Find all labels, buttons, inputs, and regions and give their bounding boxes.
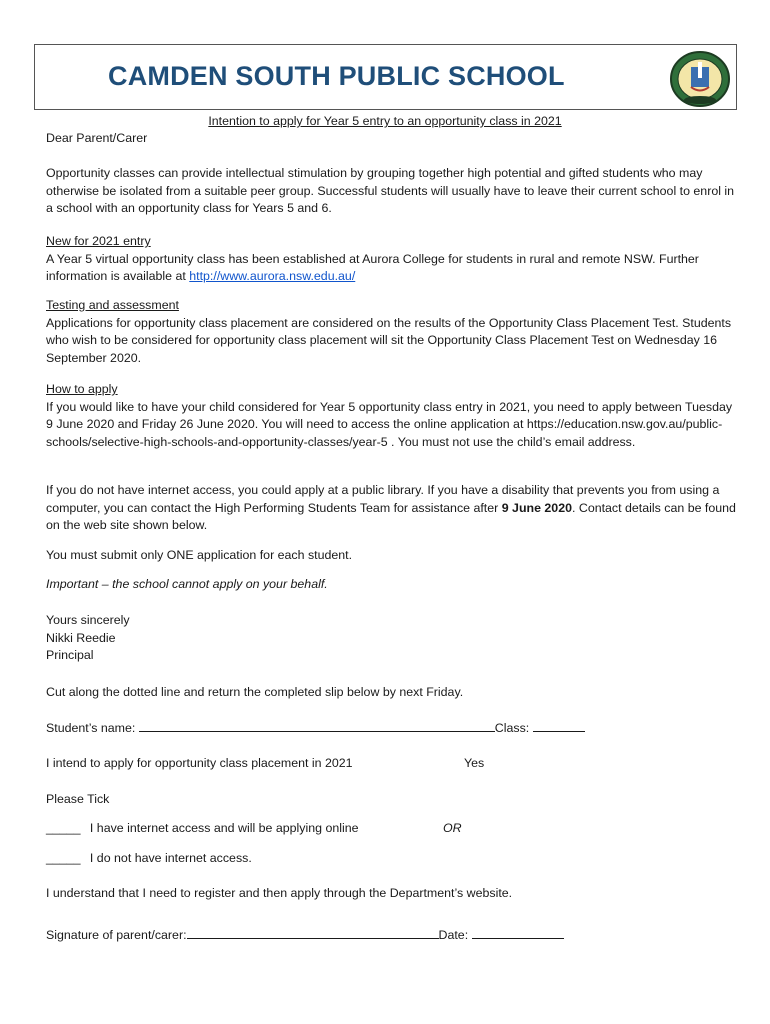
testing-heading: Testing and assessment — [46, 298, 179, 312]
how-to-apply-text: If you would like to have your child considered for Year 5 opportunity class entry in 2021, you need to apply between Tuesday 9 June 2020 and Friday 26 June 2020. You will need to access the online application at https://education.nsw.gov.au/public-schools/selective-high-schools-and-opportunity-classes/year-5 . You must not use the child’s email address. — [46, 399, 733, 449]
greeting: Dear Parent/Carer — [46, 131, 148, 145]
header-box — [34, 44, 737, 110]
date-field[interactable] — [472, 926, 564, 939]
new-entry-section — [46, 233, 736, 286]
intro-paragraph: Opportunity classes can provide intellectual stimulation by grouping together high potential and gifted students who may otherwise be isolated from a suitable peer group. Successful students will usually have to leave their current school to enrol in a school with an opportunity class for Years 5 and 6. — [46, 166, 735, 216]
student-name-label: Student’s name: — [46, 721, 136, 735]
testing-text: Applications for opportunity class placement are considered on the results of the Opportunity Class Placement Test. Students who wish to be considered for opportunity class placement will sit the Opportunity Class Placement Test on Wednesday 16 September 2020. — [46, 315, 732, 365]
understand-statement: I understand that I need to register and then apply through the Department’s website. — [46, 886, 513, 900]
date-label: Date: — [438, 928, 469, 942]
student-name-field[interactable] — [139, 719, 495, 732]
intend-label: I intend to apply for opportunity class placement in 2021 — [46, 756, 353, 770]
document-title: Intention to apply for Year 5 entry to an opportunity class in 2021 — [208, 114, 562, 128]
no-internet-text: If you do not have internet access, you could apply at a public library. If you have a disability that prevents you from using a computer, you can contact the High Performing Students Team for assistance after — [46, 483, 720, 515]
signoff-name: Nikki Reedie — [46, 630, 116, 645]
signature-field[interactable] — [187, 926, 439, 939]
new-entry-text: A Year 5 virtual opportunity class has been established at Aurora College for students in rural and remote NSW. Further information is available at — [46, 251, 699, 284]
cut-instruction: Cut along the dotted line and return the completed slip below by next Friday. — [46, 685, 464, 699]
student-name-row — [46, 719, 585, 737]
option-no-internet-blank[interactable]: _____ — [46, 851, 81, 865]
no-internet-date: 9 June 2020 — [501, 500, 572, 515]
class-field[interactable] — [533, 719, 585, 732]
option-no-internet-row — [46, 850, 252, 868]
one-application-note: You must submit only ONE application for each student. — [46, 548, 353, 562]
school-name: CAMDEN SOUTH PUBLIC SCHOOL — [108, 61, 565, 91]
signoff — [46, 612, 736, 665]
how-to-apply-heading: How to apply — [46, 382, 118, 396]
new-entry-heading: New for 2021 entry — [46, 234, 151, 248]
yes-option[interactable]: Yes — [464, 756, 485, 770]
signature-row — [46, 926, 564, 944]
option-internet-row — [46, 820, 359, 838]
important-note: Important – the school cannot apply on your behalf. — [46, 577, 328, 591]
signoff-closing: Yours sincerely — [46, 613, 130, 627]
no-internet-text-after: . Contact details can be found on the web site shown below. — [46, 500, 736, 533]
or-label: OR — [443, 821, 462, 835]
school-crest-icon — [669, 50, 731, 108]
please-tick-label: Please Tick — [46, 792, 110, 806]
aurora-link[interactable]: http://www.aurora.nsw.edu.au/ — [189, 269, 356, 284]
option-no-internet-label: I do not have internet access. — [89, 851, 252, 865]
how-to-apply-section — [46, 381, 736, 451]
signoff-role: Principal — [46, 648, 94, 663]
option-internet-label: I have internet access and will be applying online — [89, 821, 359, 835]
testing-section — [46, 297, 736, 367]
option-internet-blank[interactable]: _____ — [46, 821, 81, 835]
signature-label: Signature of parent/carer: — [46, 928, 187, 942]
no-internet-paragraph — [46, 482, 736, 535]
class-label: Class: — [494, 721, 530, 735]
